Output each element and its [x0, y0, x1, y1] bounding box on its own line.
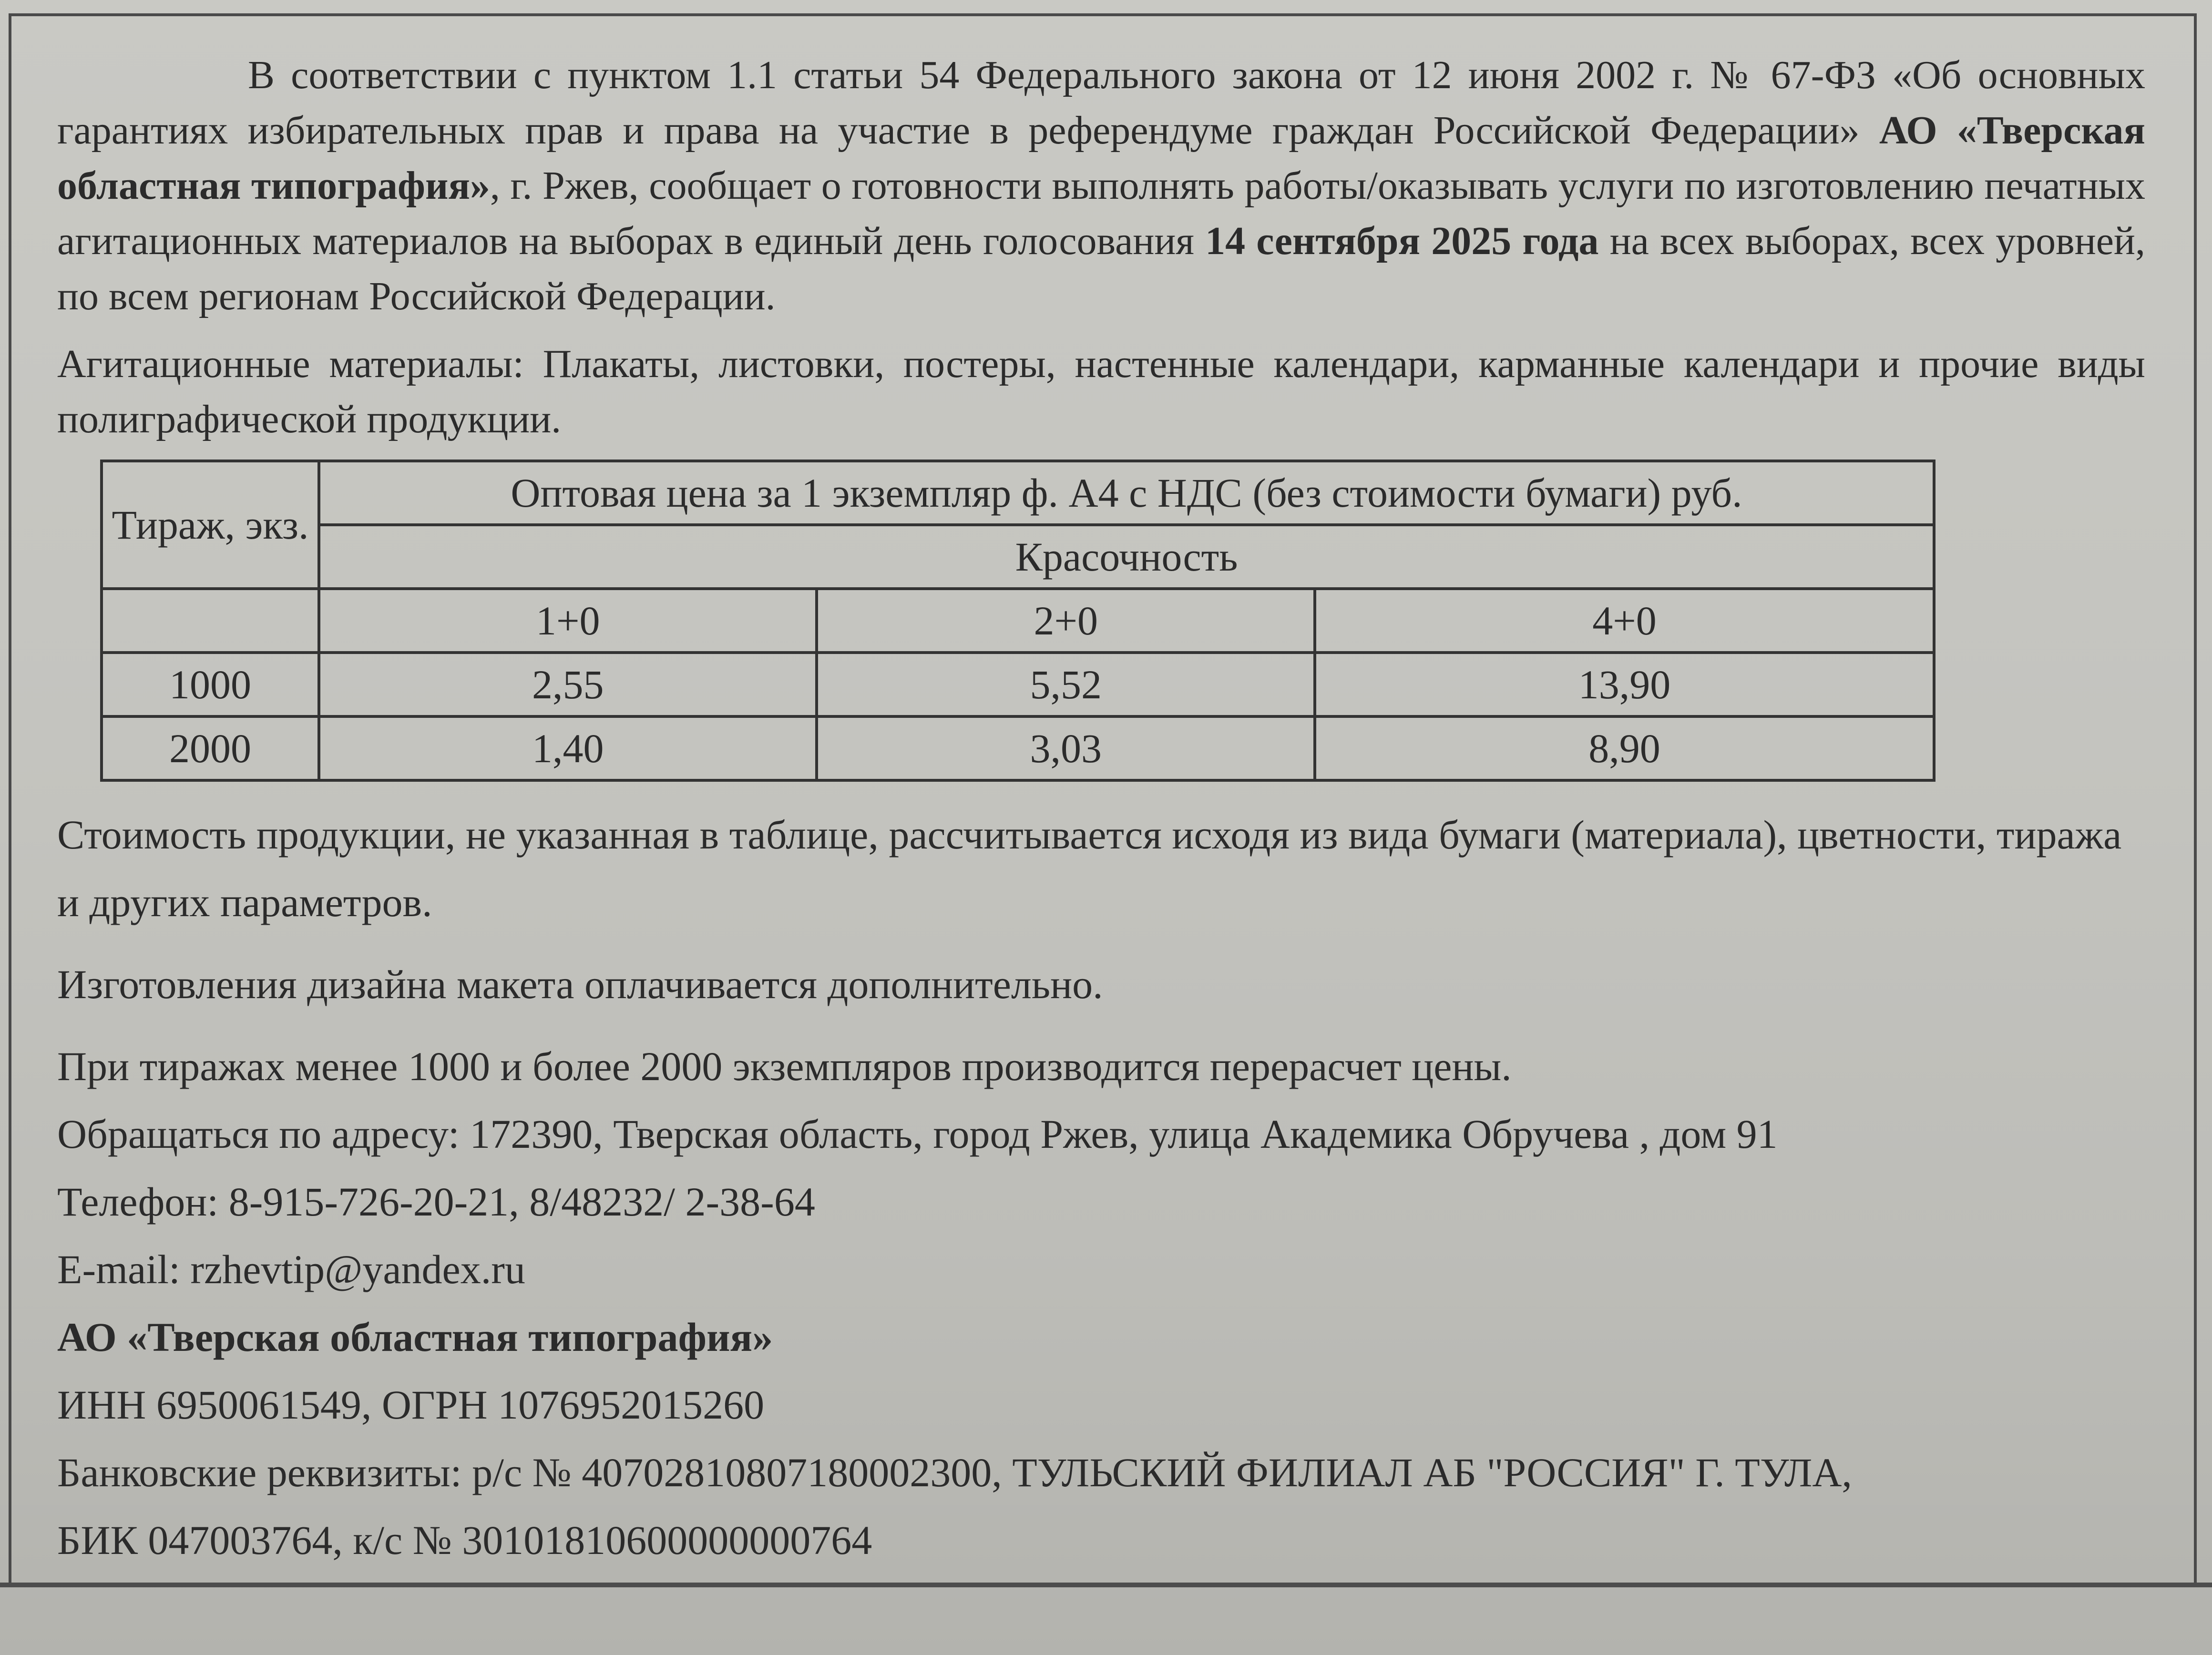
intro-lead: В соответствии с пунктом 1.1 статьи 54 Федерального закона от 12 июня 2002 г. № 67-ФЗ «Об основных гарантиях избирательных прав и права на участие в референдуме граждан Российской Федерации» [57, 53, 2145, 153]
address-line: Обращаться по адресу: 172390, Тверская область, город Ржев, улица Академика Обручева , дом 91 [57, 1111, 1778, 1157]
table-row [102, 716, 1934, 780]
inn-ogrn-line: ИНН 6950061549, ОГРН 1076952015260 [57, 1382, 765, 1428]
qty-cell: 2000 [102, 716, 319, 780]
previous-article-edge [143, 0, 2145, 14]
colorway-cell: 2+0 [817, 589, 1314, 653]
colorway-cell: 4+0 [1315, 589, 1934, 653]
materials-paragraph: Агитационные материалы: Плакаты, листовки, постеры, настенные календари, карманные календари и прочие виды полиграфической продукции. [57, 342, 2145, 441]
colorway-cell: 1+0 [319, 589, 817, 653]
color-header: Красочность [319, 525, 1934, 589]
phone-line: Телефон: 8-915-726-20-21, 8/48232/ 2-38-64 [57, 1179, 815, 1225]
price-cell: 3,03 [817, 716, 1314, 780]
intro-mid: , г. Ржев, сообщает о готовности выполнять работы/оказывать услуги по изготовлению печатных агитационных материалов на выборах в единый день голосования [57, 163, 2145, 263]
notes-section [57, 801, 2145, 1574]
spacer [57, 936, 2145, 950]
design-note: Изготовления дизайна макета оплачивается дополнительно. [57, 961, 1103, 1007]
notice-frame-bottom-rule [0, 1583, 2212, 1587]
table-cell-empty [102, 589, 319, 653]
bik-line: БИК 047003764, к/с № 30101810600000000764 [57, 1517, 872, 1563]
table-row [102, 589, 1934, 653]
price-cell: 8,90 [1315, 716, 1934, 780]
qty-cell: 1000 [102, 653, 319, 716]
price-cell: 13,90 [1315, 653, 1934, 716]
notice-content [57, 48, 2145, 1574]
intro-company: АО «Тверская областная типография» [57, 108, 2145, 208]
price-cell: 5,52 [817, 653, 1314, 716]
intro-date: 14 сентября 2025 года [1205, 219, 1599, 263]
cost-note: Стоимость продукции, не указанная в таблице, рассчитывается исходя из вида бумаги (материала), цветности, тиража и других параметров. [57, 812, 2122, 925]
bank-details-line: Банковские реквизиты: р/с № 40702810807180002300, ТУЛЬСКИЙ ФИЛИАЛ АБ "РОССИЯ" Г. ТУЛА, [57, 1450, 1852, 1495]
price-header: Оптовая цена за 1 экземпляр ф. А4 с НДС (без стоимости бумаги) руб. [319, 461, 1934, 525]
spacer [57, 1018, 2145, 1032]
price-table [100, 460, 1936, 782]
recount-note: При тиражах менее 1000 и более 2000 экземпляров производится перерасчет цены. [57, 1043, 1512, 1089]
intro-paragraph [57, 48, 2145, 324]
table-row [102, 653, 1934, 716]
price-cell: 1,40 [319, 716, 817, 780]
qty-column-header: Тираж, экз. [102, 461, 319, 589]
company-name: АО «Тверская областная типография» [57, 1314, 773, 1360]
price-cell: 2,55 [319, 653, 817, 716]
table-row [102, 461, 1934, 525]
intro-tail: на всех выборах, всех уровней, по всем регионам Российской Федерации. [57, 219, 2145, 318]
email-line: E-mail: rzhevtip@yandex.ru [57, 1246, 525, 1292]
table-row [102, 525, 1934, 589]
